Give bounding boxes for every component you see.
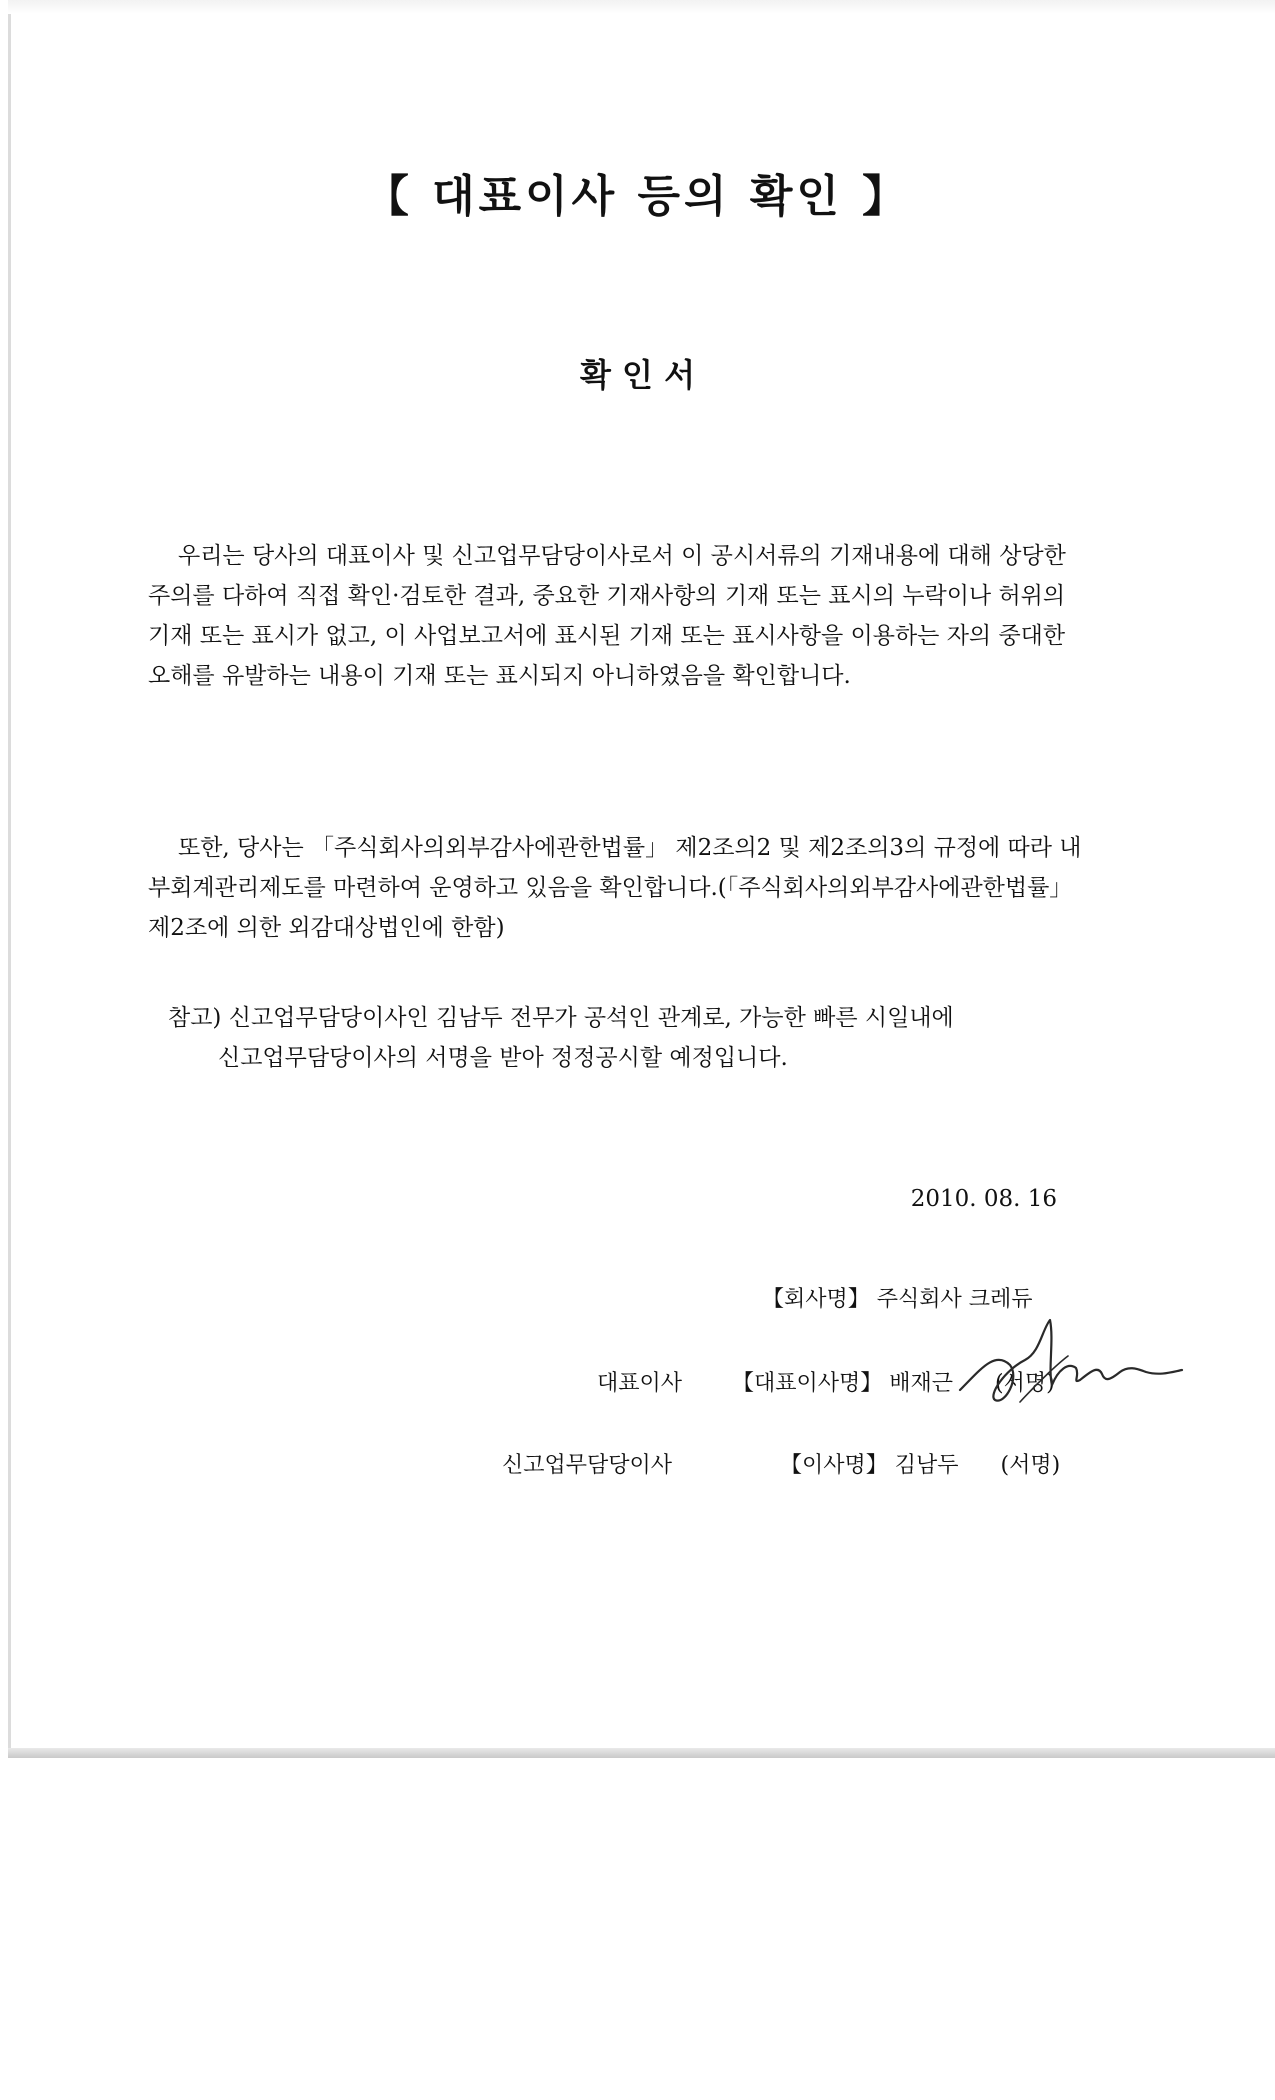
- document-title: 【 대표이사 등의 확인 】: [364, 171, 911, 222]
- officer-role: 신고업무담당이사: [502, 1453, 673, 1478]
- internal-control-paragraph: 또한, 당사는 「주식회사의외부감사에관한법률」 제2조의2 및 제2조의3의 규정에 따라 내부회계관리제도를 마련하여 운영하고 있음을 확인합니다.(「주식회사의외부감사에관한법률」 제2조에 의한 외감대상법인에 한함): [148, 835, 1082, 941]
- document-subtitle: 확 인 서: [579, 356, 696, 394]
- handwritten-signature: [950, 1310, 1190, 1420]
- confirmation-paragraph: 우리는 당사의 대표이사 및 신고업무담당이사로서 이 공시서류의 기재내용에 대해 상당한 주의를 다하여 직접 확인·검토한 결과, 중요한 기재사항의 기재 또는 표시의 누락이나 허위의 기재 또는 표시가 없고, 이 사업보고서에 표시된 기재 또는 표시사항을 이용하는 자의 중대한 오해를 유발하는 내용이 기재 또는 표시되지 아니하였음을 확인합니다.: [148, 543, 1066, 689]
- ceo-role: 대표이사: [597, 1371, 683, 1396]
- reference-note: [168, 998, 1068, 1078]
- officer-sign-placeholder: (서명): [1000, 1453, 1061, 1478]
- reference-note-line1: 참고) 신고업무담당이사인 김남두 전무가 공석인 관계로, 가능한 빠른 시일내에: [168, 1005, 954, 1031]
- company-label: 【회사명】: [762, 1287, 870, 1312]
- company-name: 주식회사 크레듀: [876, 1287, 1033, 1312]
- officer-row: [780, 1448, 1060, 1479]
- ceo-sign-placeholder: (서명): [995, 1371, 1055, 1396]
- company-row: [762, 1282, 1033, 1313]
- officer-name: 김남두: [894, 1453, 959, 1478]
- reference-note-line2: 신고업무담당이사의 서명을 받아 정정공시할 예정입니다.: [218, 1045, 788, 1071]
- scan-bottom-edge: [8, 1748, 1275, 1758]
- scan-top-shadow: [8, 0, 1275, 14]
- document-date: 2010. 08. 16: [910, 1186, 1057, 1212]
- ceo-name: 배재근: [889, 1371, 954, 1396]
- ceo-label: 【대표이사명】: [732, 1371, 883, 1396]
- officer-label: 【이사명】: [780, 1453, 888, 1478]
